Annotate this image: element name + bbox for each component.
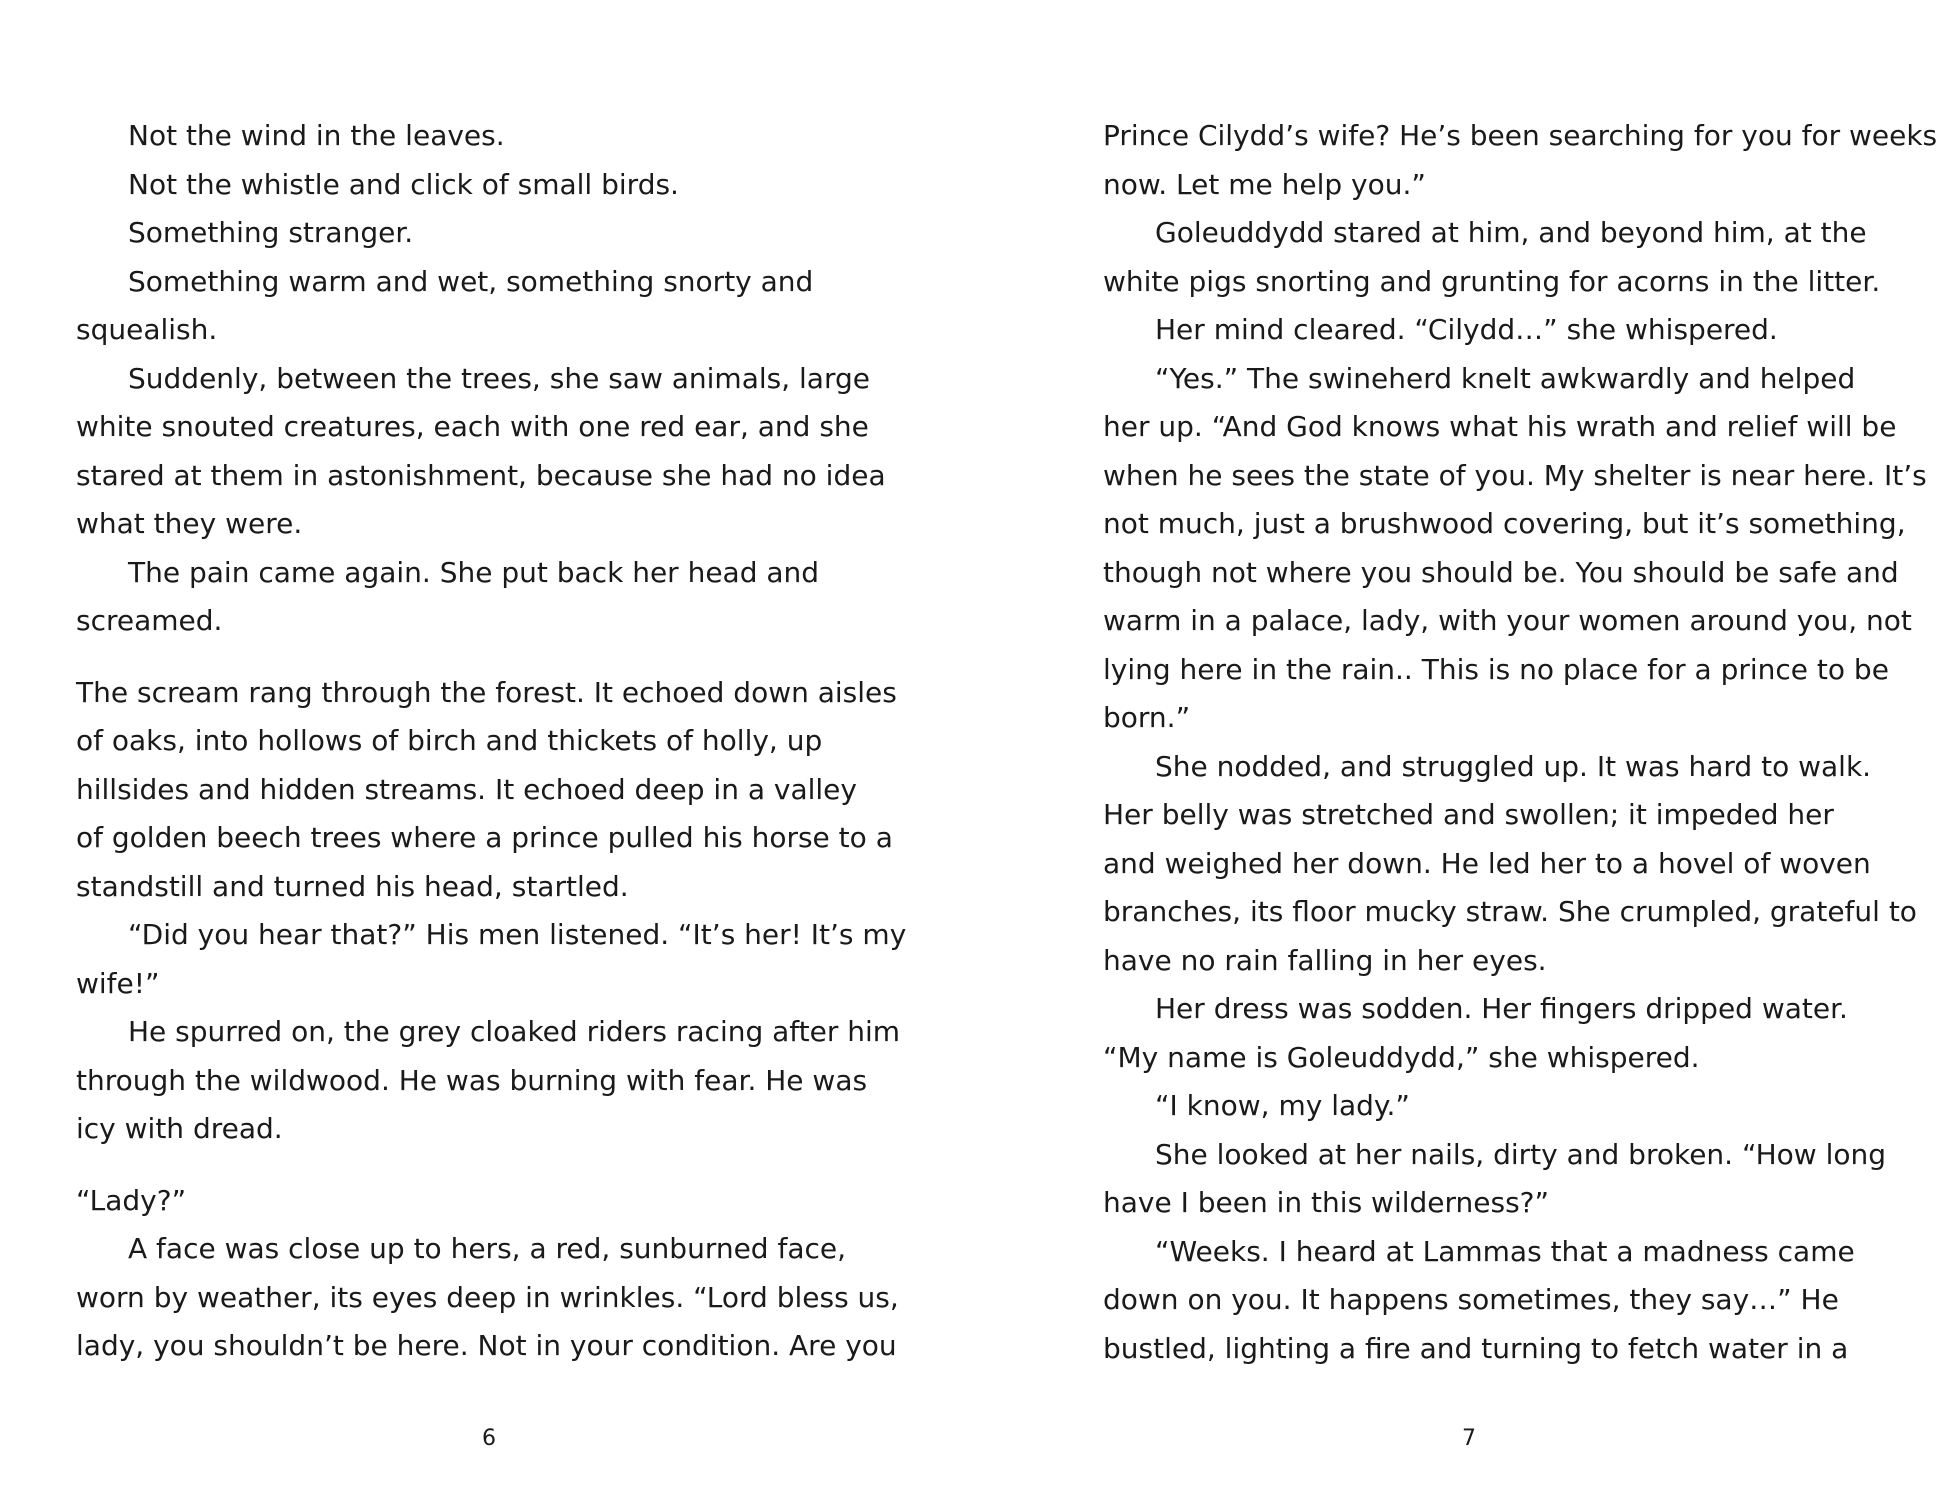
text-line: Her dress was sodden. Her fingers dripped water. (1155, 992, 1848, 1025)
text-line: and weighed her down. He led her to a hovel of woven (1103, 846, 1871, 880)
right-page (1103, 112, 1938, 1365)
text-line: Something stranger. (128, 216, 414, 249)
text-line: “Lady?” (76, 1183, 187, 1217)
text-line: her up. “And God knows what his wrath and relief will be (1103, 410, 1897, 443)
text-line: now. Let me help you.” (1103, 167, 1426, 201)
text-line: through the wildwood. He was burning with fear. He was (76, 1063, 868, 1097)
text-line: “I know, my lady.” (1155, 1089, 1410, 1122)
page-number-right: 7 (1462, 1426, 1476, 1451)
text-line: She looked at her nails, dirty and broken. “How long (1155, 1137, 1887, 1171)
text-line: born.” (1103, 701, 1191, 734)
text-line: Her mind cleared. “Cilydd…” she whispered. (1155, 313, 1778, 346)
text-line: worn by weather, its eyes deep in wrinkles. “Lord bless us, (76, 1280, 899, 1314)
text-line: “Yes.” The swineherd knelt awkwardly and helped (1155, 361, 1856, 395)
text-line: wife!” (76, 966, 160, 1000)
text-line: icy with dread. (76, 1112, 283, 1145)
left-page-text (76, 112, 907, 1371)
text-line: though not where you should be. You should be safe and (1103, 555, 1899, 589)
text-line: The scream rang through the forest. It echoed down aisles (76, 675, 897, 709)
text-line: The pain came again. She put back her head and (128, 555, 820, 589)
text-line: of oaks, into hollows of birch and thickets of holly, up (76, 724, 823, 757)
text-line: Something warm and wet, something snorty and (128, 264, 814, 298)
text-line: lady, you shouldn’t be here. Not in your condition. Are you (76, 1329, 897, 1362)
text-line: branches, its floor mucky straw. She crumpled, grateful to (1103, 895, 1917, 928)
text-line: He spurred on, the grey cloaked riders racing after him (128, 1015, 901, 1048)
text-line: hillsides and hidden streams. It echoed deep in a valley (76, 772, 857, 806)
text-line: Suddenly, between the trees, she saw animals, large (128, 361, 870, 395)
text-line: A face was close up to hers, a red, sunburned face, (128, 1232, 847, 1265)
text-line: screamed. (76, 604, 223, 637)
text-line: Not the wind in the leaves. (128, 119, 505, 152)
text-line: squealish. (76, 313, 218, 346)
text-line: white snouted creatures, each with one red ear, and she (76, 410, 869, 443)
text-line: white pigs snorting and grunting for acorns in the litter. (1103, 264, 1881, 298)
right-page-text (1103, 112, 1938, 1373)
text-line: have I been in this wilderness?” (1103, 1186, 1550, 1219)
text-line: down on you. It happens sometimes, they say…” He (1103, 1283, 1839, 1316)
text-line: when he sees the state of you. My shelter is near here. It’s (1103, 458, 1927, 492)
text-line: “My name is Goleuddydd,” she whispered. (1103, 1040, 1700, 1074)
text-line: stared at them in astonishment, because she had no idea (76, 458, 886, 492)
left-page (76, 112, 907, 1362)
page-number-left: 6 (482, 1426, 496, 1451)
text-line: Her belly was stretched and swollen; it impeded her (1103, 798, 1834, 831)
text-line: standstill and turned his head, startled. (76, 869, 629, 903)
text-line: warm in a palace, lady, with your women around you, not (1103, 604, 1912, 637)
text-line: not much, just a brushwood covering, but it’s something, (1103, 507, 1906, 540)
text-line: what they were. (76, 507, 303, 540)
text-line: Prince Cilydd’s wife? He’s been searching for you for weeks (1103, 119, 1938, 152)
text-line: lying here in the rain.. This is no place for a prince to be (1103, 652, 1889, 686)
text-line: Goleuddydd stared at him, and beyond him, at the (1155, 216, 1867, 249)
text-line: have no rain falling in her eyes. (1103, 943, 1547, 977)
text-line: Not the whistle and click of small birds. (128, 167, 679, 201)
text-line: “Weeks. I heard at Lammas that a madness came (1155, 1234, 1855, 1268)
text-line: “Did you hear that?” His men listened. “It’s her! It’s my (128, 918, 907, 951)
text-line: She nodded, and struggled up. It was hard to walk. (1155, 749, 1872, 783)
text-line: of golden beech trees where a prince pulled his horse to a (76, 821, 893, 854)
text-line: bustled, lighting a fire and turning to fetch water in a (1103, 1331, 1849, 1365)
